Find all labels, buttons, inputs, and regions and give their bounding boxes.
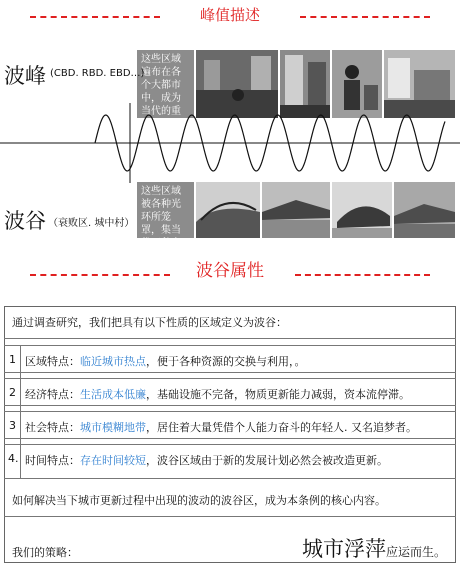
trough-photo-2 bbox=[262, 182, 330, 238]
trough-photo-3 bbox=[332, 182, 392, 238]
bottom-title: 波谷属性 bbox=[196, 261, 264, 281]
table-conclusion: 如何解决当下城市更新过程中出现的波动的波谷区，成为本条例的核心内容。 bbox=[12, 494, 386, 507]
peak-label: 波峰 bbox=[4, 64, 46, 88]
row-number: 4. bbox=[8, 452, 19, 465]
bottom-dash-left bbox=[30, 274, 170, 276]
waterfront-photo-icon bbox=[394, 182, 455, 238]
row-key: 区域特点： bbox=[25, 355, 80, 368]
peak-description: 这些区域遍布在各个大都市中，成为当代的重要难题。 bbox=[137, 50, 194, 118]
table-intro: 通过调查研究，我们把具有以下性质的区域定义为波谷： bbox=[12, 316, 287, 329]
top-dash-left bbox=[30, 16, 160, 18]
table-divider bbox=[4, 372, 456, 373]
table-divider bbox=[4, 378, 456, 379]
table-divider bbox=[4, 338, 456, 339]
row-rest: ，基础设施不完备，物质更新能力减弱，资本流停滞。 bbox=[146, 388, 410, 401]
row-content bbox=[25, 452, 388, 468]
trough-description: 这些区域被各种光环所笼罩，集当代万种变爱于一身。 bbox=[137, 182, 194, 238]
bottom-dash-right bbox=[295, 274, 430, 276]
top-dash-right bbox=[300, 16, 430, 18]
row-highlight: 生活成本低廉 bbox=[80, 388, 146, 401]
modern-building-photo-icon bbox=[332, 182, 392, 238]
table-divider bbox=[4, 345, 456, 346]
row-key: 经济特点： bbox=[25, 388, 80, 401]
strategy-tail: 应运而生。 bbox=[386, 545, 447, 559]
trough-photo-4 bbox=[394, 182, 455, 238]
trough-photo-1 bbox=[196, 182, 260, 238]
table-divider bbox=[4, 438, 456, 439]
roof-structure-photo-icon bbox=[196, 182, 260, 238]
trough-sublabel: （衰败区. 城中村） bbox=[48, 218, 135, 229]
row-content bbox=[25, 386, 410, 402]
strategy-highlight: 城市浮萍 bbox=[302, 537, 386, 561]
row-content bbox=[25, 419, 417, 435]
strategy-label: 我们的策略： bbox=[12, 546, 78, 559]
row-number: 1 bbox=[9, 353, 16, 366]
sine-wave-icon bbox=[0, 103, 460, 183]
row-rest: ，居住着大量凭借个人能力奋斗的年轻人. 又名追梦者。 bbox=[146, 421, 417, 434]
row-rest: ，波谷区域由于新的发展计划必然会被改造更新。 bbox=[146, 454, 388, 467]
row-content bbox=[25, 353, 306, 369]
table-divider bbox=[4, 516, 456, 517]
strategy-statement bbox=[302, 533, 446, 563]
table-divider bbox=[4, 478, 456, 479]
table-divider bbox=[4, 411, 456, 412]
row-highlight: 存在时间较短 bbox=[80, 454, 146, 467]
peak-sublabel: (CBD. RBD. EBD…) bbox=[50, 68, 145, 79]
trough-label: 波谷 bbox=[4, 209, 46, 233]
row-number: 2 bbox=[9, 386, 16, 399]
table-divider bbox=[4, 444, 456, 445]
row-key: 社会特点： bbox=[25, 421, 80, 434]
table-divider bbox=[4, 405, 456, 406]
row-key: 时间特点： bbox=[25, 454, 80, 467]
row-highlight: 临近城市热点 bbox=[80, 355, 146, 368]
top-title: 峰值描述 bbox=[199, 6, 260, 24]
pavilion-photo-icon bbox=[262, 182, 330, 238]
row-number: 3 bbox=[9, 419, 16, 432]
row-rest: ，便于各种资源的交换与利用，。 bbox=[146, 355, 306, 368]
row-highlight: 城市模糊地带 bbox=[80, 421, 146, 434]
